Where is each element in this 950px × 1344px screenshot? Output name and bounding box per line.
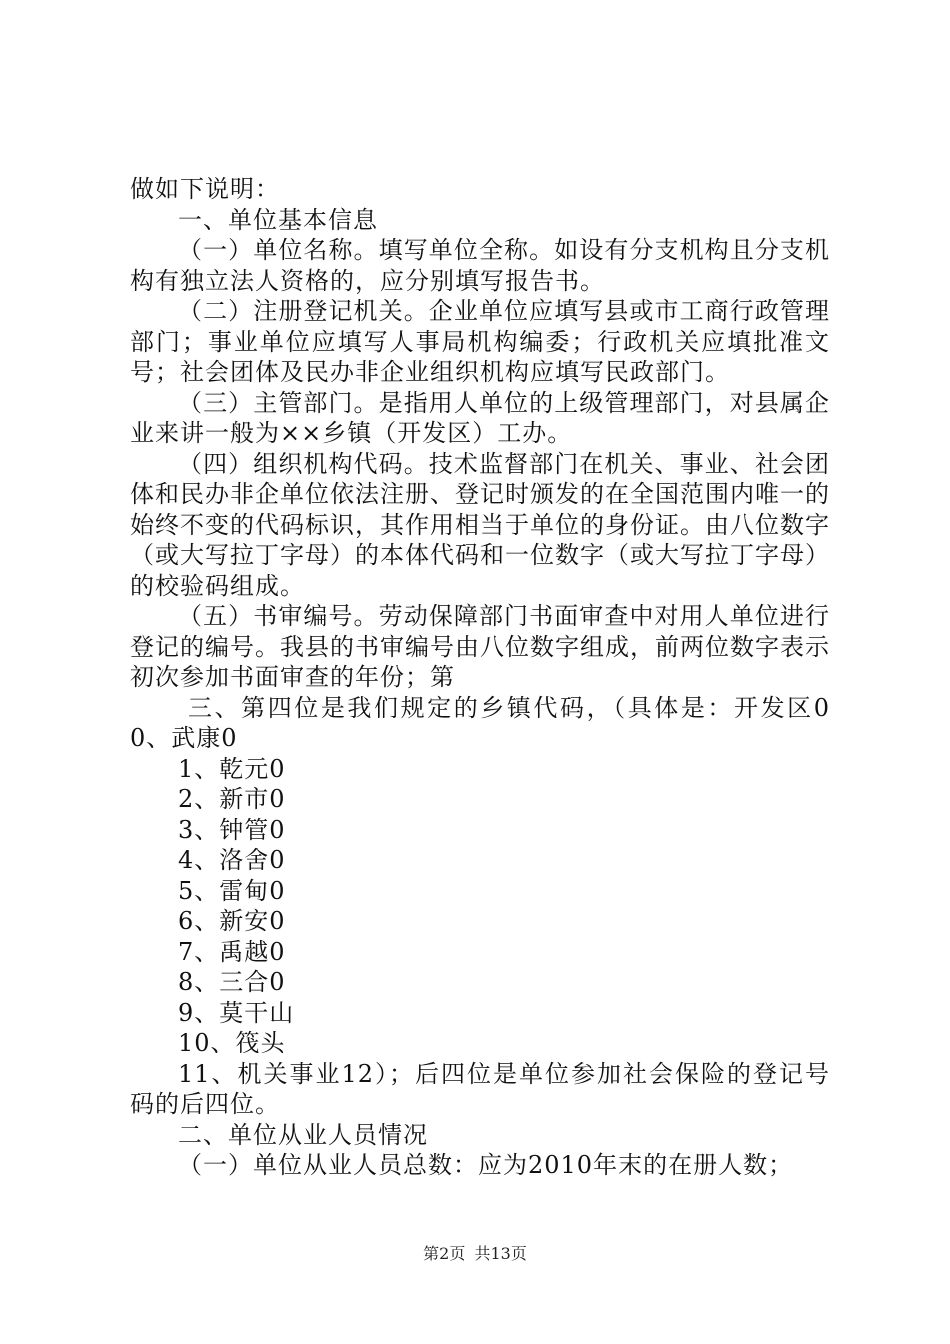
paragraph: 7、禹越0 [178,937,286,966]
paragraph: 8、三合0 [178,968,286,996]
paragraph: 9、莫干山 [178,998,295,1027]
paragraph: 二、单位从业人员情况 [178,1120,428,1149]
paragraph: （三）主管部门。是指用人单位的上级管理部门，对县属企业来讲一般为××乡镇（开发区）工办。 [130,388,830,447]
paragraph: 1、乾元0 [178,754,286,783]
paragraph: （一）单位从业人员总数：应为2010年末的在册人数； [178,1151,794,1179]
paragraph: 4、洛舍0 [178,846,286,874]
paragraph: 一、单位基本信息 [178,205,378,234]
paragraph: （四）组织机构代码。技术监督部门在机关、事业、社会团体和民办非企单位依法注册、登记时颁发的在全国范围内唯一的始终不变的代码标识，其作用相当于单位的身份证。由八位数字（或大写拉丁字母）的本体代码和一位数字（或大写拉丁字母）的校验码组成。 [130,449,830,600]
paragraph: 做如下说明： [130,175,280,203]
paragraph: 11、机关事业12）；后四位是单位参加社会保险的登记号码的后四位。 [130,1059,830,1118]
paragraph: （一）单位名称。填写单位全称。如设有分支机构且分支机构有独立法人资格的，应分别填写报告书。 [130,236,830,295]
paragraph: 2、新市0 [178,785,286,813]
paragraph: 10、筏头 [178,1029,286,1057]
document-body [130,174,830,1181]
paragraph: 三、第四位是我们规定的乡镇代码，（具体是：开发区00、武康0 [130,693,830,752]
paragraph: （二）注册登记机关。企业单位应填写县或市工商行政管理部门；事业单位应填写人事局机构编委；行政机关应填批准文号；社会团体及民办非企业组织机构应填写民政部门。 [130,297,830,386]
paragraph: （五）书审编号。劳动保障部门书面审查中对用人单位进行登记的编号。我县的书审编号由八位数字组成，前两位数字表示初次参加书面审查的年份；第 [130,602,830,691]
page-number: 第2页 [423,1244,466,1263]
paragraph: 5、雷甸0 [178,876,286,905]
page-footer [0,1244,950,1264]
page-total: 共13页 [474,1244,527,1263]
paragraph: 3、钟管0 [178,815,286,844]
paragraph: 6、新安0 [178,907,286,935]
